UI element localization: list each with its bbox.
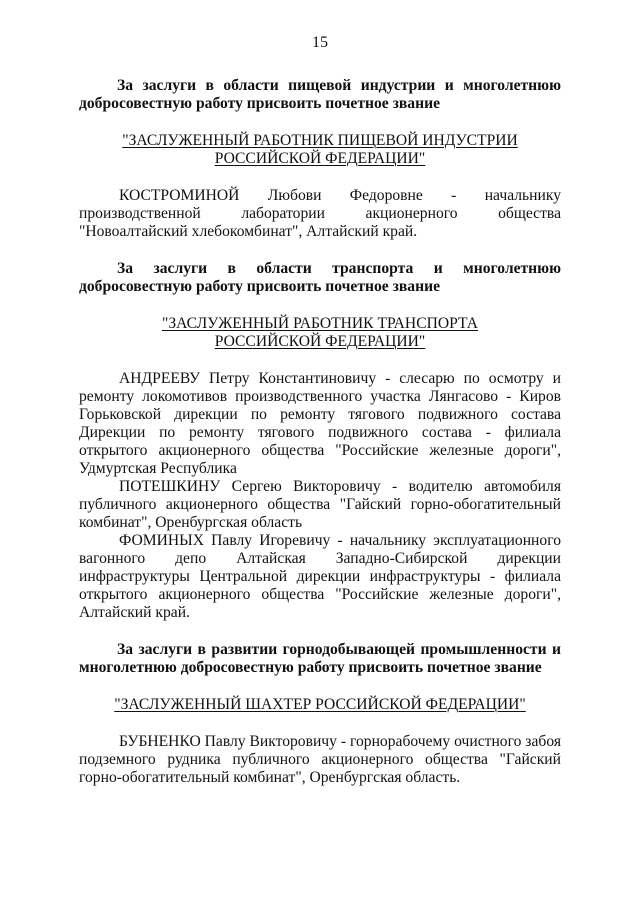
awardee-entry: ПОТЕШКИНУ Сергею Викторовичу - водителю автомобиля публичного акционерного общества "Гайский горно-обогатительный комбинат", Оренбургская область <box>79 478 561 531</box>
title-line: РОССИЙСКОЙ ФЕДЕРАЦИИ" <box>214 150 426 167</box>
section-transport <box>79 260 561 622</box>
awardee-entry: ФОМИНЫХ Павлу Игоревичу - начальнику эксплуатационного вагонного депо Алтайская Западно-Сибирской дирекции инфраструктуры Центральной дирекции инфраструктуры - филиала открытого акционерного общества "Российские железные дороги", Алтайский край. <box>79 532 561 621</box>
title-line: "ЗАСЛУЖЕННЫЙ РАБОТНИК ПИЩЕВОЙ ИНДУСТРИИ <box>122 132 518 149</box>
section-preamble: За заслуги в области пищевой индустрии и многолетнюю добросовестную работу присвоить почетное звание <box>79 77 561 112</box>
honorary-title <box>79 696 561 714</box>
section-preamble: За заслуги в развитии горнодобывающей промышленности и многолетнюю добросовестную работу присвоить почетное звание <box>79 641 561 676</box>
decree-content <box>79 77 561 787</box>
honorary-title <box>79 315 561 351</box>
awardee-entry: АНДРЕЕВУ Петру Константиновичу - слесарю по осмотру и ремонту локомотивов производственного участка Лянгасово - Киров Горьковской дирекции по ремонту тягового подвижного состава Дирекции по ремонту тягового подвижного состава - филиала открытого акционерного общества "Российские железные дороги", Удмуртская Республика <box>79 370 561 477</box>
title-line: "ЗАСЛУЖЕННЫЙ ШАХТЕР РОССИЙСКОЙ ФЕДЕРАЦИИ" <box>114 696 526 713</box>
section-preamble: За заслуги в области транспорта и многолетнюю добросовестную работу присвоить почетное звание <box>79 260 561 295</box>
awardee-entry: БУБНЕНКО Павлу Викторовичу - горнорабочему очистного забоя подземного рудника публичного акционерного общества "Гайский горно-обогатительный комбинат", Оренбургская область. <box>79 733 561 786</box>
honorary-title <box>79 132 561 168</box>
page-number: 15 <box>312 34 328 51</box>
title-line: "ЗАСЛУЖЕННЫЙ РАБОТНИК ТРАНСПОРТА <box>162 315 478 332</box>
section-mining <box>79 641 561 787</box>
awardee-entry: КОСТРОМИНОЙ Любови Федоровне - начальнику производственной лаборатории акционерного общества "Новоалтайский хлебокомбинат", Алтайский край. <box>79 187 561 240</box>
section-food-industry <box>79 77 561 241</box>
title-line: РОССИЙСКОЙ ФЕДЕРАЦИИ" <box>214 333 426 350</box>
